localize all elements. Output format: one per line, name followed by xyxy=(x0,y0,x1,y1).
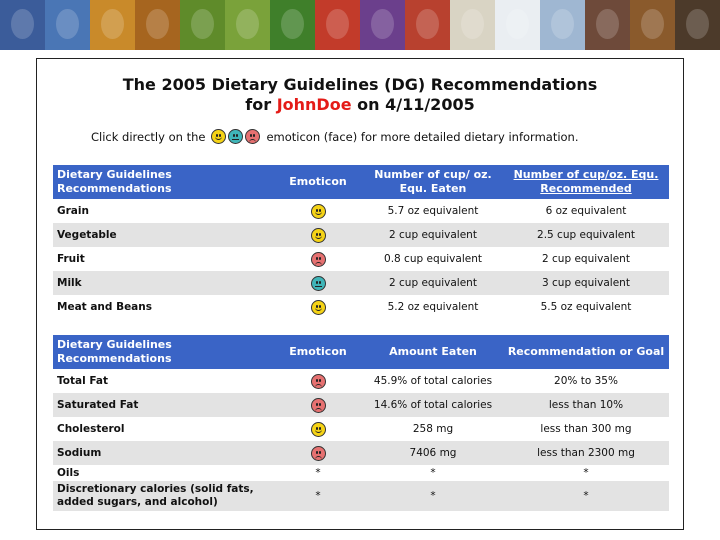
instruction-text xyxy=(91,129,579,144)
table-row xyxy=(53,199,669,223)
row-category: Sodium xyxy=(53,441,273,465)
row-category: Fruit xyxy=(57,253,85,265)
sad-face-icon[interactable] xyxy=(311,252,326,267)
happy-face-icon[interactable] xyxy=(311,422,326,437)
row-emoticon-cell xyxy=(273,295,363,319)
subtitle-date: on 4/11/2005 xyxy=(357,95,475,114)
col-header-recommendations: Dietary Guidelines Recommendations xyxy=(53,165,273,199)
row-category: Oils xyxy=(57,467,80,479)
row-recommendation: less than 300 mg xyxy=(540,423,632,435)
food-groups-table xyxy=(53,165,669,319)
table-row xyxy=(53,369,669,393)
row-category: Discretionary calories (solid fats, added sugars, and alcohol) xyxy=(53,481,273,511)
table-row xyxy=(53,393,669,417)
row-category: Milk xyxy=(53,271,273,295)
row-recommendation: 6 oz equivalent xyxy=(545,205,627,217)
table-row xyxy=(53,465,669,481)
happy-face-icon xyxy=(211,129,226,144)
user-name: JohnDoe xyxy=(276,95,352,114)
table-row xyxy=(53,247,669,271)
happy-face-icon[interactable] xyxy=(311,300,326,315)
emoticon-legend xyxy=(211,129,260,144)
row-emoticon-cell xyxy=(273,223,363,247)
table-row xyxy=(53,271,669,295)
sad-face-icon[interactable] xyxy=(311,446,326,461)
happy-face-icon[interactable] xyxy=(311,228,326,243)
row-recommendation: 5.5 oz equivalent xyxy=(540,301,632,313)
table-row xyxy=(53,441,669,465)
row-amount-eaten: 14.6% of total calories xyxy=(363,393,503,417)
row-emoticon-cell xyxy=(273,417,363,441)
report-panel xyxy=(36,58,684,530)
col-header-emoticon: Emoticon xyxy=(273,335,363,369)
row-emoticon-cell xyxy=(273,247,363,271)
row-emoticon-cell xyxy=(273,393,363,417)
recommended-link-text[interactable]: Number of cup/oz. Equ. Recommended xyxy=(513,168,659,195)
happy-face-icon[interactable] xyxy=(311,204,326,219)
table-row xyxy=(53,223,669,247)
row-emoticon-cell xyxy=(273,271,363,295)
row-amount-eaten: 45.9% of total calories xyxy=(373,375,493,387)
col-header-eaten: Number of cup/ oz. Equ. Eaten xyxy=(363,165,503,199)
table-row xyxy=(53,417,669,441)
row-emoticon-cell: * xyxy=(315,467,321,479)
row-emoticon-cell xyxy=(273,441,363,465)
table-row xyxy=(53,481,669,511)
neutral-face-icon[interactable] xyxy=(311,276,326,291)
row-amount-eaten: * xyxy=(430,467,436,479)
row-recommendation: 2.5 cup equivalent xyxy=(503,223,669,247)
neutral-face-icon xyxy=(228,129,243,144)
row-recommendation: 2 cup equivalent xyxy=(542,253,630,265)
row-amount-eaten: 5.7 oz equivalent xyxy=(387,205,479,217)
row-category: Cholesterol xyxy=(57,423,125,435)
table-header-row xyxy=(53,165,669,199)
row-recommendation: 20% to 35% xyxy=(554,375,618,387)
row-category: Vegetable xyxy=(53,223,273,247)
subtitle-for: for xyxy=(245,95,272,114)
header-banner-image xyxy=(0,0,720,50)
table-header-row xyxy=(53,335,669,369)
col-header-recommended-link[interactable] xyxy=(503,165,669,199)
nutrients-table xyxy=(53,335,669,511)
row-amount-eaten: 0.8 cup equivalent xyxy=(384,253,482,265)
row-amount-eaten: 2 cup equivalent xyxy=(363,223,503,247)
row-recommendation: less than 10% xyxy=(503,393,669,417)
instruction-prefix: Click directly on the xyxy=(91,129,206,144)
row-emoticon-cell xyxy=(273,369,363,393)
row-recommendation: * xyxy=(583,467,589,479)
row-amount-eaten: 258 mg xyxy=(412,423,454,435)
col-header-amount-eaten: Amount Eaten xyxy=(363,335,503,369)
sad-face-icon[interactable] xyxy=(311,374,326,389)
row-category: Total Fat xyxy=(57,375,109,387)
row-category: Meat and Beans xyxy=(57,301,152,313)
col-header-goal: Recommendation or Goal xyxy=(503,335,669,369)
row-amount-eaten: 5.2 oz equivalent xyxy=(387,301,479,313)
row-emoticon-cell xyxy=(273,199,363,223)
page-title: The 2005 Dietary Guidelines (DG) Recommendations xyxy=(122,75,598,94)
row-recommendation: * xyxy=(503,481,669,511)
col-header-recommendations: Dietary Guidelines Recommendations xyxy=(53,335,273,369)
sad-face-icon xyxy=(245,129,260,144)
row-recommendation: less than 2300 mg xyxy=(503,441,669,465)
col-header-emoticon: Emoticon xyxy=(273,165,363,199)
row-amount-eaten: 7406 mg xyxy=(363,441,503,465)
table-row xyxy=(53,295,669,319)
page-subtitle xyxy=(37,95,683,114)
row-amount-eaten: * xyxy=(363,481,503,511)
instruction-suffix: emoticon (face) for more detailed dietary information. xyxy=(266,129,579,144)
row-amount-eaten: 2 cup equivalent xyxy=(363,271,503,295)
row-recommendation: 3 cup equivalent xyxy=(503,271,669,295)
sad-face-icon[interactable] xyxy=(311,398,326,413)
row-emoticon-cell: * xyxy=(273,481,363,511)
row-category: Grain xyxy=(57,205,89,217)
row-category: Saturated Fat xyxy=(53,393,273,417)
